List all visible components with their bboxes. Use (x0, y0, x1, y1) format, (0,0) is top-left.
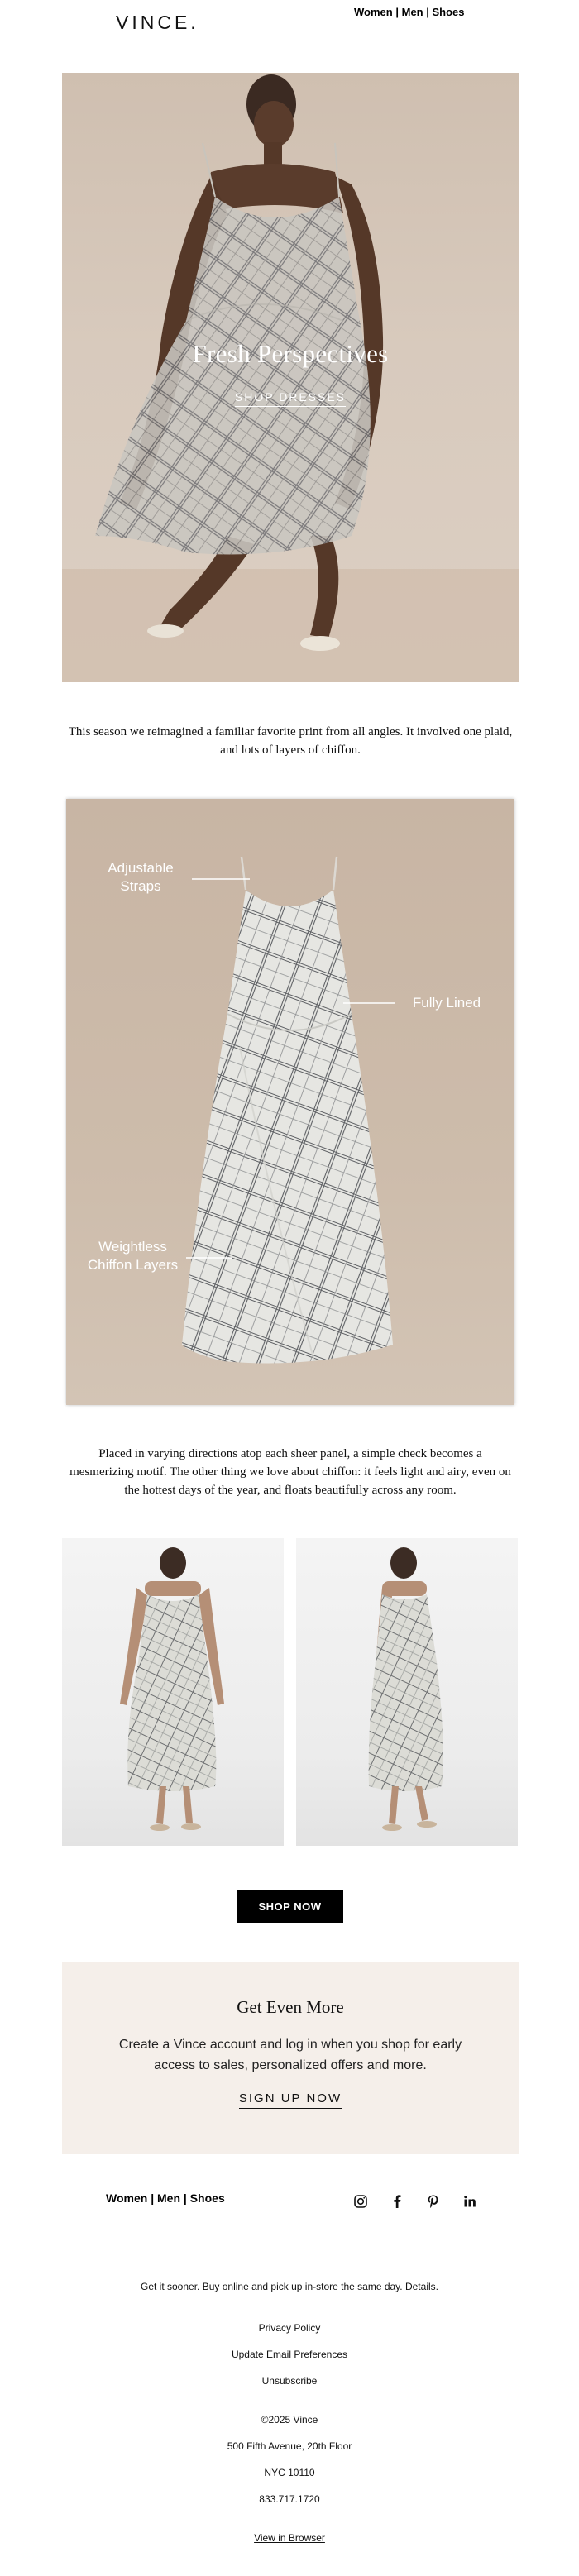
pickup-details-link[interactable]: Details. (404, 2281, 438, 2292)
nav-separator: | (151, 2191, 155, 2205)
nav-separator: | (183, 2191, 187, 2205)
product-dress-side-illustration (296, 1538, 518, 1846)
copyright: ©2025 Vince (261, 2414, 318, 2425)
get-even-more-text: Create a Vince account and log in when you shop for early access to sales, personalized offers and more. (118, 2038, 462, 2072)
pinterest-icon[interactable] (424, 2192, 443, 2210)
hero-model-illustration (62, 73, 519, 682)
facebook-icon[interactable] (388, 2192, 406, 2210)
unsubscribe-link[interactable]: Unsubscribe (261, 2375, 318, 2387)
detail-paragraph: Placed in varying directions atop each sheer panel, a simple check becomes a mesmerizing motif. The other thing we love about chiffon: it feels light and airy, even on the hottest days of the year, and floats beautifully across any room. (69, 1447, 511, 1497)
intro-paragraph: This season we reimagined a familiar favorite print from all angles. It involved one plaid, and lots of layers of chiffon. (68, 725, 513, 757)
get-even-more-panel (62, 1962, 519, 2154)
product-image-side[interactable] (296, 1538, 518, 1846)
address-line-2: NYC 10110 (264, 2467, 315, 2478)
nav-separator: | (426, 6, 429, 18)
product-dress-illustration (62, 1538, 284, 1846)
hero-cta (62, 390, 519, 405)
privacy-policy-link[interactable]: Privacy Policy (258, 2322, 321, 2334)
view-in-browser-link[interactable]: View in Browser (254, 2532, 325, 2544)
footer-nav (106, 2191, 225, 2205)
address-line-1: 500 Fifth Avenue, 20th Floor (227, 2440, 352, 2452)
dress-feature-image[interactable] (66, 799, 514, 1405)
get-even-more-title: Get Even More (237, 1997, 344, 2017)
nav-women-link[interactable]: Women (354, 6, 393, 18)
hero-image[interactable] (62, 73, 519, 682)
shop-dresses-link[interactable]: SHOP DRESSES (235, 390, 346, 407)
instagram-icon[interactable] (352, 2192, 370, 2210)
view-in-browser-container (0, 2532, 579, 2544)
shop-now-button[interactable]: SHOP NOW (237, 1890, 343, 1923)
footer-nav-women-link[interactable]: Women (106, 2191, 148, 2205)
sign-up-cta (62, 2091, 519, 2106)
product-image-front[interactable] (62, 1538, 284, 1846)
hero-title: Fresh Perspectives (192, 339, 389, 368)
pickup-notice (0, 2281, 579, 2292)
phone-number: 833.717.1720 (259, 2493, 320, 2505)
vince-logo[interactable]: VINCE. (116, 12, 199, 33)
callout-adjustable-straps: Adjustable Straps (108, 860, 174, 894)
footer-nav-men-link[interactable]: Men (157, 2191, 181, 2205)
callout-fully-lined: Fully Lined (412, 995, 481, 1011)
nav-separator: | (395, 6, 399, 18)
nav-shoes-link[interactable]: Shoes (432, 6, 465, 18)
top-nav (354, 6, 465, 18)
footer-nav-shoes-link[interactable]: Shoes (189, 2191, 225, 2205)
nav-men-link[interactable]: Men (401, 6, 423, 18)
callout-chiffon-layers: Weightless Chiffon Layers (87, 1239, 179, 1273)
sign-up-now-link[interactable]: SIGN UP NOW (239, 2091, 342, 2109)
pickup-text: Get it sooner. Buy online and pick up in-store the same day. (141, 2281, 403, 2292)
update-email-preferences-link[interactable]: Update Email Preferences (231, 2349, 348, 2360)
linkedin-icon[interactable] (461, 2192, 479, 2210)
